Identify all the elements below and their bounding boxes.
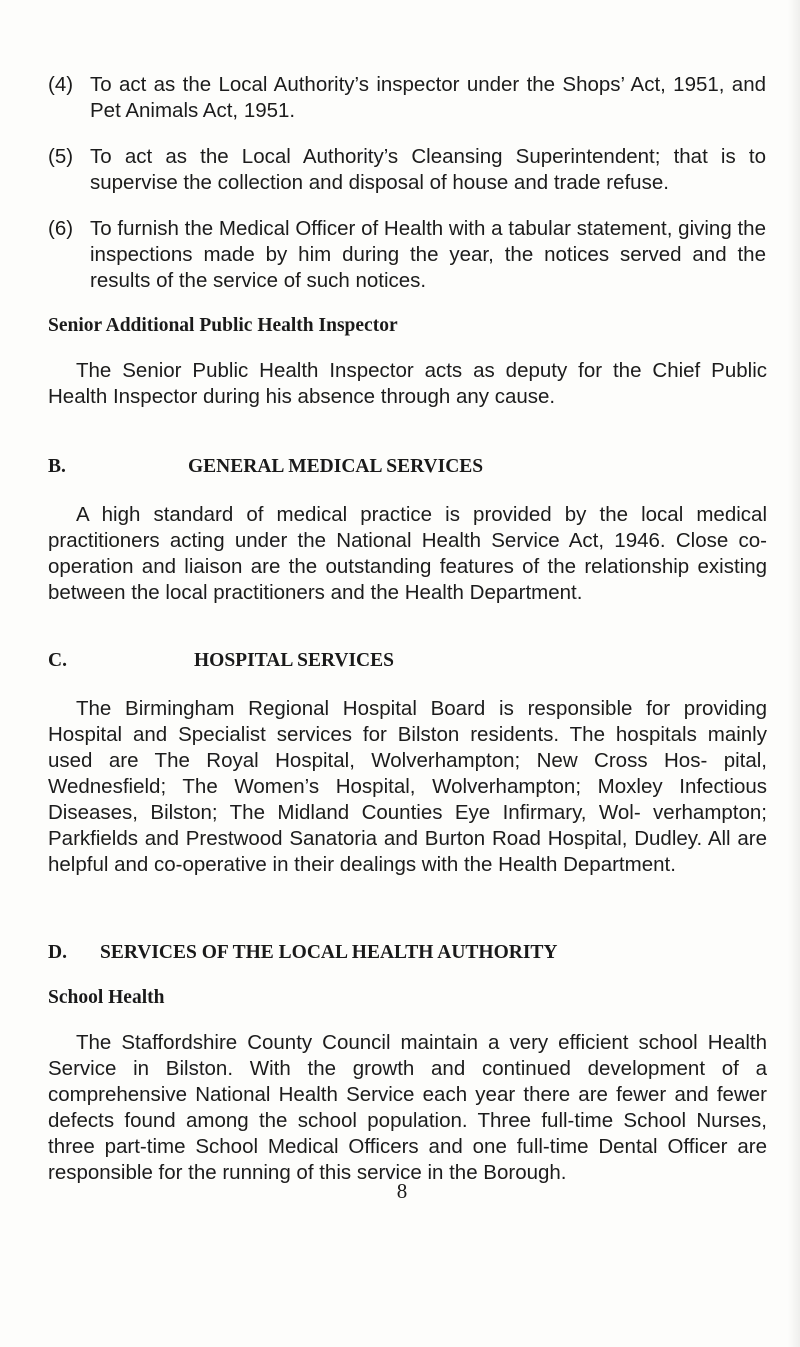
section-letter: D.: [48, 942, 67, 963]
school-health-heading: School Health: [48, 987, 165, 1008]
section-title: SERVICES OF THE LOCAL HEALTH AUTHORITY: [100, 942, 558, 963]
senior-inspector-paragraph: [48, 358, 767, 410]
section-d-paragraph: [48, 1030, 767, 1186]
section-b-text: A high standard of medical practice is provided by the local medical practitioners acting under the National Health Service Act, 1946. Close co-operation and liaison are the outstanding features of the relationship existing between the local practitioners and the Health Department.: [48, 503, 767, 604]
list-item-text: To act as the Local Authority’s Cleansing Superintendent; that is to supervise the collection and disposal of house and trade refuse.: [90, 145, 766, 194]
list-item-number: (5): [48, 145, 74, 168]
page-edge-shadow: [788, 0, 800, 1347]
section-letter: B.: [48, 456, 66, 477]
section-b-paragraph: [48, 502, 767, 606]
section-title: HOSPITAL SERVICES: [194, 650, 394, 671]
list-item-number: (4): [48, 73, 74, 96]
section-c-text: The Birmingham Regional Hospital Board is responsible for providing Hospital and Specialist services for Bilston residents. The hospitals mainly used are The Royal Hospital, Wolverhampton; New Cross Hos- pital, Wednesfield; The Women’s Hospital, Wolverhampton; Moxley Infectious Diseases, Bilston; The Midland Counties Eye Infirmary, Wol- verhampton; Parkfields and Prestwood Sanatoria and Burton Road Hospital, Dudley. All are helpful and co-operative in their dealings with the Health Department.: [48, 697, 767, 876]
list-item-text: To act as the Local Authority’s inspector under the Shops’ Act, 1951, and Pet Animals Act, 1951.: [90, 73, 766, 122]
section-d-text: The Staffordshire County Council maintain a very efficient school Health Service in Bilston. With the growth and continued development of a comprehensive National Health Service each year there are fewer and fewer defects found among the school population. Three full-time School Nurses, three part-time School Medical Officers and one full-time Dental Officer are responsible for the running of this service in the Borough.: [48, 1031, 767, 1184]
section-letter: C.: [48, 650, 67, 671]
list-item-number: (6): [48, 217, 74, 240]
senior-inspector-text: The Senior Public Health Inspector acts as deputy for the Chief Public Health Inspector during his absence through any cause.: [48, 359, 767, 408]
senior-inspector-heading: Senior Additional Public Health Inspector: [48, 315, 398, 336]
list-item-text: To furnish the Medical Officer of Health with a tabular statement, giving the inspections made by him during the year, the notices served and the results of the service of such notices.: [90, 217, 766, 292]
section-c-paragraph: [48, 696, 767, 878]
page-number: 8: [396, 1179, 408, 1203]
section-title: GENERAL MEDICAL SERVICES: [188, 456, 484, 477]
